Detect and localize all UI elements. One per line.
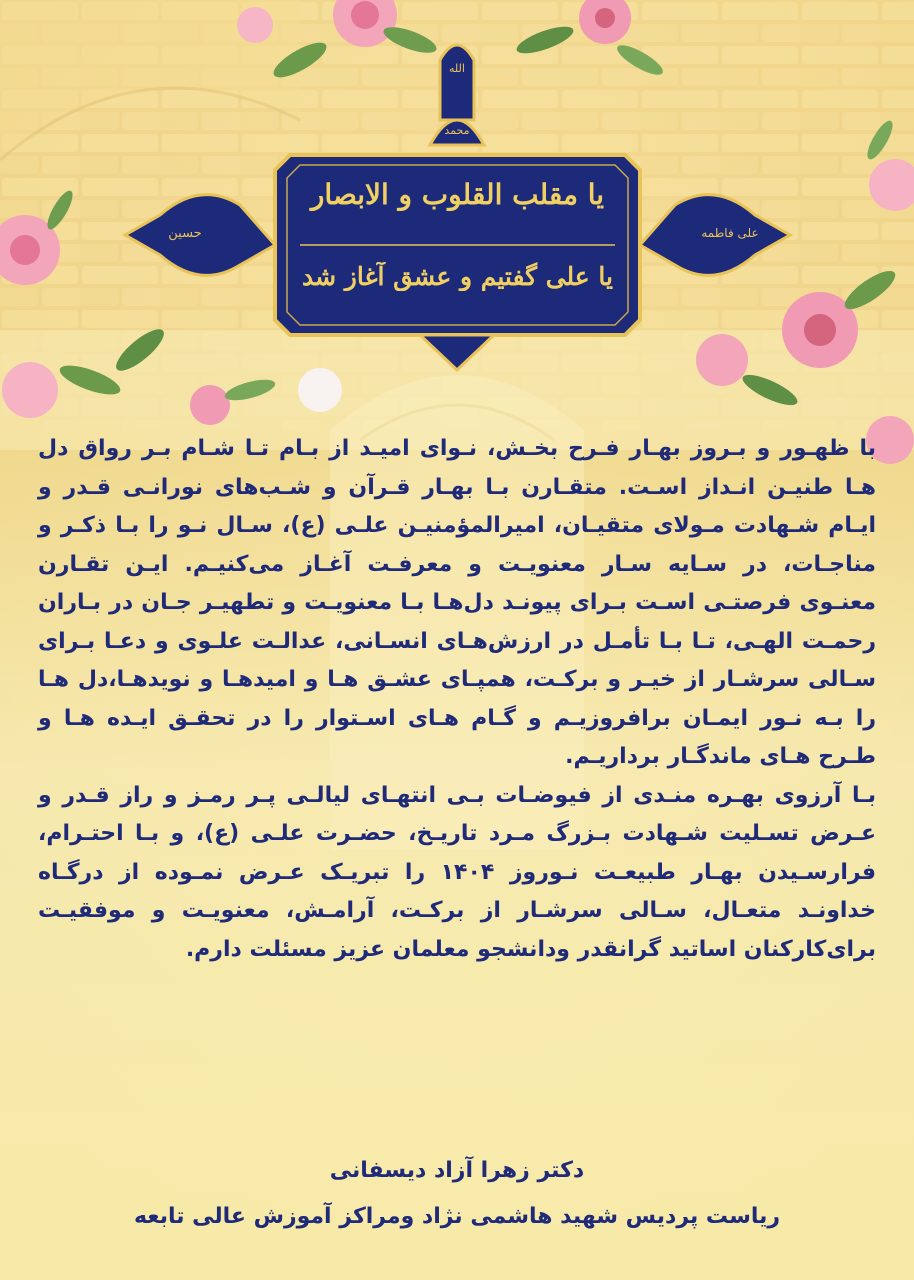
- plaque-side-right: علی فاطمه: [701, 226, 759, 240]
- plaque-line-2: یا علی گفتیم و عشق آغاز شد: [301, 262, 614, 291]
- signature-block: [38, 1148, 876, 1240]
- plaque-small-word: محمد: [444, 124, 470, 137]
- plaque-side-left: حسین: [168, 226, 202, 241]
- signature-title: ریاست پردیس شهید هاشمی نژاد ومراکز آموزش عالی تابعه: [133, 1204, 781, 1229]
- plaque-top-word: الله: [449, 62, 465, 75]
- message-paragraph-2: بـا آرزوی بهـره منـدی از فیوضـات بـی انتهـای لیالـی پـر رمـز و راز قـدر و عـرض تسـلیت شـهادت بـزرگ مـرد تاریـخ، حضـرت علـی (ع)، و بـا احتـرام، فرارسـیدن بهـار طبیعـت نـوروز ۱۴۰۴ را تبریـک عـرض نمـوده از درگـاه خداونـد متعـال، سـالی سرشـار از برکـت، آرامـش، معنویـت و موفقیـت برای‌کارکنان اساتید گرانقدر ودانشجو معلمان عزیز مسئلت دارم.: [38, 782, 876, 962]
- message-body: [38, 430, 876, 969]
- plaque-line-1: یا مقلب القلوب و الابصار: [310, 178, 605, 211]
- signature-name: دکتر زهرا آزاد دیسفانی: [329, 1158, 585, 1183]
- message-paragraph-1: با ظهـور و بـروز بهـار فـرح بخـش، نـوای امیـد از بـام تـا شـام بـر رواق دل هـا طنیـن انـداز اسـت. متقـارن بـا بهـار قـرآن و شـب‌های نورانـی قـدر و ایـام شـهادت مـولای متقیـان، امیرالمؤمنیـن علـی (ع)، سـال نـو را بـا ذکـر و مناجـات، در سـایه سـار معنویـت و معرفـت آغـاز می‌کنیـم. ایـن تقـارن معنـوی فرصتـی اسـت بـرای پیونـد دل‌هـا بـا معنویـت و تطهیـر جـان در بـاران رحمـت الهـی، تـا بـا تأمـل در ارزش‌هـای انسـانی، عدالـت علـوی و دعـا بـرای سـالی سرشـار از خیـر و برکـت، همپـای عشـق هـا و امیدهـا و نویدهـا،دل هـا را بـه نـور ایمـان برافروزیـم و گـام هـای اسـتوار را در تحقـق ایـده هـا و طـرح هـای ماندگـار برداریـم.: [38, 436, 876, 769]
